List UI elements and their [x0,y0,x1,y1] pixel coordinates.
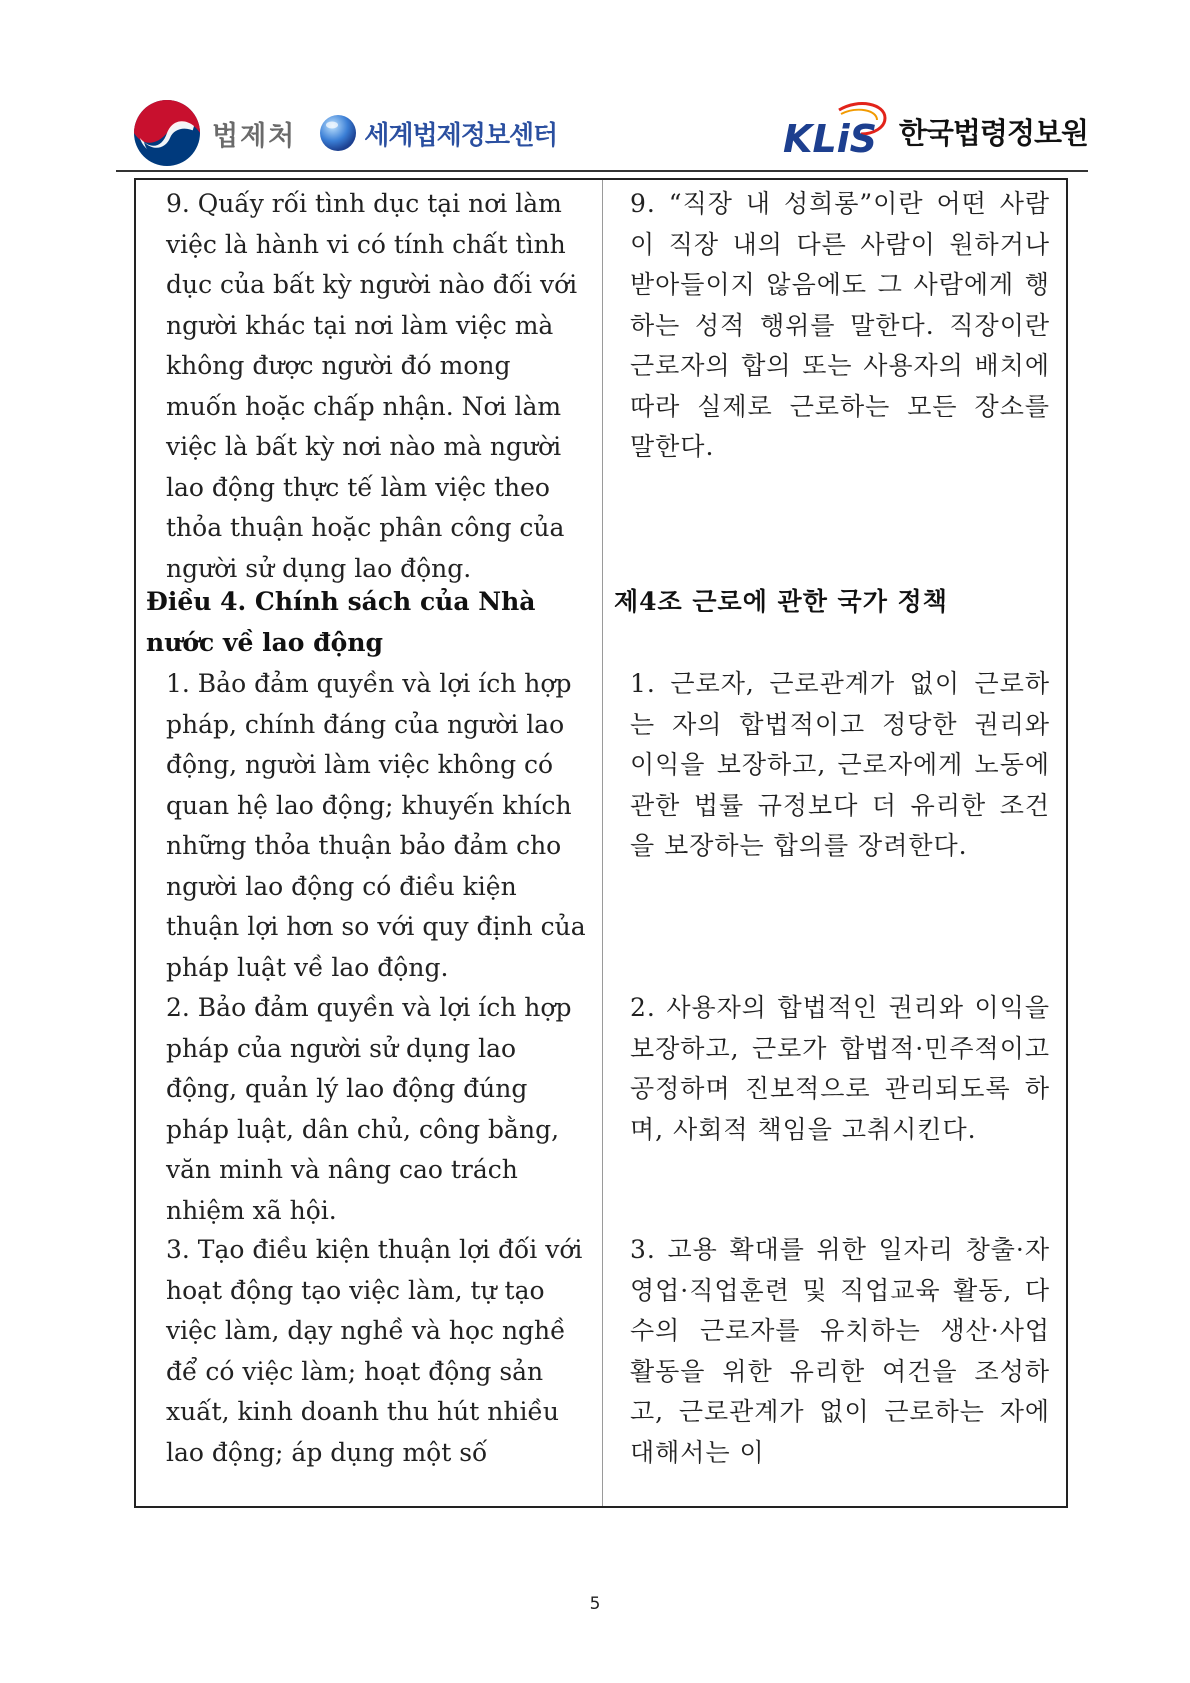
bilingual-table [134,178,1068,1508]
klri-logo-text: 한국법령정보원 [898,115,1088,150]
article4-heading-vi: Điều 4. Chính sách của Nhà nước về lao động [146,587,536,657]
government-emblem-icon [132,98,202,168]
article4-item1-vi: 1. Bảo đảm quyền và lợi ích hợp pháp, chính đáng của người lao động, người làm việc không có quan hệ lao động; khuyến khích những thỏa thuận bảo đảm cho người lao động có điều kiện thuận lợi hơn so với quy định của pháp luật về lao động. [166,669,586,982]
world-law-center-logo-text: 세계법제정보센터 [364,120,558,151]
svg-text:KLiS: KLiS [782,117,877,161]
header-rule [116,170,1088,172]
article4-item3-vi: 3. Tạo điều kiện thuận lợi đối với hoạt động tạo việc làm, tự tạo việc làm, dạy nghề và học nghề để có việc làm; hoạt động sản xuất, kinh doanh thu hút nhiều lao động; áp dụng một số [166,1235,583,1467]
article4-item3-ko: 3. 고용 확대를 위한 일자리 창출·자영업·직업훈련 및 직업교육 활동, 다수의 근로자를 유치하는 생산·사업 활동을 위한 유리한 여건을 조성하고, 근로관계가 없이 근로하는 자에 대해서는 이 [630,1235,1050,1467]
article4-item1-ko: 1. 근로자, 근로관계가 없이 근로하는 자의 합법적이고 정당한 권리와 이익을 보장하고, 근로자에게 노동에 관한 법률 규정보다 더 유리한 조건을 보장하는 합의를 장려한다. [630,669,1050,860]
moleg-logo-text: 법제처 [212,120,297,152]
article3-item9-vi: 9. Quấy rối tình dục tại nơi làm việc là hành vi có tính chất tình dục của bất kỳ người nào đối với người khác tại nơi làm việc mà không được người đó mong muốn hoặc chấp nhận. Nơi làm việc là bất kỳ nơi nào mà người lao động thực tế làm việc theo thỏa thuận hoặc phân công của người sử dụng lao động. [166,189,578,583]
column-divider [602,180,603,1506]
article4-item2-ko: 2. 사용자의 합법적인 권리와 이익을 보장하고, 근로가 합법적·민주적이고 공정하며 진보적으로 관리되도록 하며, 사회적 책임을 고취시킨다. [630,993,1050,1144]
page-number: 5 [589,1594,601,1614]
article4-heading-ko: 제4조 근로에 관한 국가 정책 [614,587,948,616]
klis-logo-icon [781,100,891,162]
globe-icon [318,113,358,153]
article4-item2-vi: 2. Bảo đảm quyền và lợi ích hợp pháp của người sử dụng lao động, quản lý lao động đúng pháp luật, dân chủ, công bằng, văn minh và nâng cao trách nhiệm xã hội. [166,993,572,1225]
article3-item9-ko: 9. “직장 내 성희롱”이란 어떤 사람이 직장 내의 다른 사람이 원하거나 받아들이지 않음에도 그 사람에게 행하는 성적 행위를 말한다. 직장이란 근로자의 합의 또는 사용자의 배치에 따라 실제로 근로하는 모든 장소를 말한다. [630,189,1050,461]
page-header [118,88,1088,170]
logo-group-left [132,98,557,168]
logo-group-right [781,100,1088,162]
